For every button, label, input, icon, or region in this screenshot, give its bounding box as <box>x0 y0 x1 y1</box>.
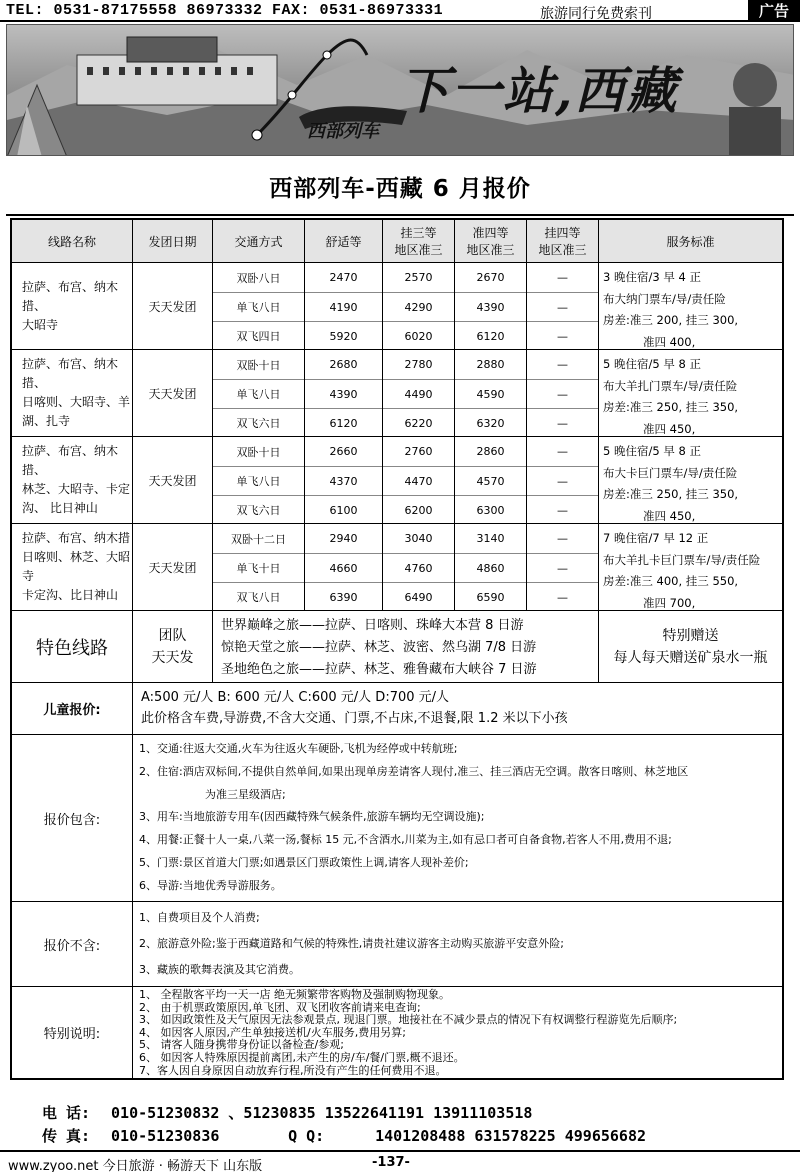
includes-item: 为准三星级酒店; <box>205 787 286 801</box>
qq-numbers: 1401208488 631578225 499656682 <box>375 1127 647 1145</box>
price-tier4b: — <box>557 445 568 458</box>
transport-option: 双卧八日 <box>236 271 281 285</box>
tier4b-col <box>526 524 598 610</box>
notes-row <box>12 986 782 1078</box>
service-line: 房差:准三 400, 挂三 550, <box>603 574 739 588</box>
tier4b-col <box>526 350 598 436</box>
route-name <box>12 437 132 523</box>
child-price-content <box>132 683 782 734</box>
transport-option: 单飞十日 <box>213 553 304 582</box>
departure-date: 天天发团 <box>132 524 212 610</box>
route-name-line: 日喀则、大昭寺、羊 <box>22 395 131 409</box>
tier4a-col <box>454 437 526 523</box>
tier3-col <box>382 263 454 349</box>
special-route-list <box>212 611 598 682</box>
comfort-col <box>304 524 382 610</box>
service-line: 布大羊扎门票车/导/责任险 <box>603 378 738 393</box>
transport-option: 双飞六日 <box>213 495 304 524</box>
price-tier3: 6490 <box>383 582 454 611</box>
special-route-item: 惊艳天堂之旅——拉萨、林芝、波密、然乌湖 7/8 日游 <box>221 640 537 655</box>
price-comfort: 2940 <box>329 532 358 545</box>
service-standard <box>598 263 782 349</box>
header-tier4b-line1: 挂四等 <box>544 226 581 240</box>
footer <box>0 1150 800 1172</box>
price-tier4b: — <box>527 466 598 495</box>
comfort-col <box>304 350 382 436</box>
header-index-title: 旅游同行免费索刊 <box>540 6 652 22</box>
price-tier4a: 6120 <box>455 321 526 350</box>
price-tier4b: — <box>527 321 598 350</box>
service-standard <box>598 524 782 610</box>
notes-label: 特别说明: <box>43 1027 101 1042</box>
service-line: 准四 400, <box>643 334 696 349</box>
service-standard <box>598 350 782 436</box>
child-price-row <box>12 682 782 734</box>
route-name <box>12 350 132 436</box>
transport-option: 双飞六日 <box>213 408 304 437</box>
header-tier3-line1: 挂三等 <box>400 226 437 240</box>
price-tier3: 3040 <box>404 532 433 545</box>
price-comfort: 4390 <box>305 379 382 408</box>
departure-date: 天天发团 <box>132 437 212 523</box>
service-line: 房差:准三 200, 挂三 300, <box>603 313 739 327</box>
header-tier4a <box>454 220 526 262</box>
price-comfort: 5920 <box>305 321 382 350</box>
tier3-col <box>382 437 454 523</box>
transport-option: 单飞八日 <box>213 292 304 321</box>
includes-list <box>132 735 782 901</box>
price-tier3: 4290 <box>383 292 454 321</box>
notes-item: 4、 如因客人原因,产生单独接送机/火车服务,费用另算; <box>139 1025 406 1039</box>
table-header-row <box>12 220 782 262</box>
excludes-list <box>132 902 782 986</box>
notes-item: 6、 如因客人特殊原因提前离团,未产生的房/车/餐/门票,概不退还。 <box>139 1050 465 1064</box>
includes-item: 5、门票:景区首道大门票;如遇景区门票政策性上调,请客人现补差价; <box>139 855 469 869</box>
service-line: 布大羊扎卡巨门票车/导/责任险 <box>603 552 761 567</box>
notes-item: 7、客人因自身原因自动放弃行程,所没有产生的任何费用不退。 <box>139 1063 447 1077</box>
price-tier4a: 3140 <box>476 532 505 545</box>
price-comfort: 4190 <box>305 292 382 321</box>
price-tier4b: — <box>527 495 598 524</box>
header-tier4a-line1: 准四等 <box>472 226 509 240</box>
tier4b-col <box>526 437 598 523</box>
comfort-col <box>304 263 382 349</box>
price-comfort: 2660 <box>329 445 358 458</box>
price-tier4b: — <box>557 271 568 284</box>
notes-item: 2、 由于机票政策原因,单飞团、双飞团收客前请来电查询; <box>139 1000 421 1014</box>
price-tier3: 2570 <box>404 271 433 284</box>
page-number: -137- <box>372 1155 410 1170</box>
banner-slogan: 下一站,西藏 <box>399 61 679 120</box>
header-transport: 交通方式 <box>212 220 304 262</box>
price-comfort: 2470 <box>329 271 358 284</box>
excludes-label: 报价不含: <box>43 938 101 954</box>
transport-option: 单飞八日 <box>213 379 304 408</box>
special-route-item: 世界巅峰之旅——拉萨、日喀则、珠峰大本营 8 日游 <box>221 618 524 633</box>
includes-label: 报价包含: <box>43 812 101 828</box>
service-line: 5 晚住宿/5 早 8 正 <box>603 357 701 371</box>
top-bar <box>0 0 800 22</box>
route-name-line: 卡定沟、比日神山 <box>22 588 119 602</box>
notes-list <box>132 987 782 1078</box>
service-line: 3 晚住宿/3 早 4 正 <box>603 270 701 284</box>
price-tier4a: 2860 <box>476 445 505 458</box>
transport-col <box>212 524 304 610</box>
ad-badge: 广告 <box>748 0 800 22</box>
excludes-row <box>12 901 782 986</box>
qq-label: Q Q: <box>288 1127 325 1145</box>
service-line: 准四 700, <box>643 595 696 610</box>
notes-item: 1、 全程散客平均一天一店 绝无频繁带客购物及强制购物现象。 <box>139 988 450 1001</box>
service-line: 准四 450, <box>643 508 696 523</box>
price-table <box>10 218 784 1080</box>
fax-line <box>42 1125 646 1148</box>
transport-option: 双卧十日 <box>236 358 281 372</box>
route-name-line: 拉萨、布宫、纳木措、 <box>22 444 119 477</box>
service-line: 房差:准三 250, 挂三 350, <box>603 487 739 501</box>
service-line: 5 晚住宿/5 早 8 正 <box>603 444 701 458</box>
special-routes-row <box>12 610 782 682</box>
comfort-col <box>304 437 382 523</box>
special-route-item: 圣地绝色之旅——拉萨、林芝、雅鲁藏布大峡谷 7 日游 <box>221 662 537 677</box>
departure-date: 天天发团 <box>132 263 212 349</box>
price-tier4b: — <box>527 553 598 582</box>
price-tier4a: 4570 <box>455 466 526 495</box>
route-name <box>12 263 132 349</box>
transport-option: 双飞四日 <box>213 321 304 350</box>
price-tier4a: 6320 <box>455 408 526 437</box>
notes-item: 3、 如因政策性及天气原因无法参观景点, 现退门票。地接社在不减少景点的情况下有权调整行程游览先后顺序; <box>139 1013 678 1027</box>
service-line: 布大卡巨门票车/导/责任险 <box>603 465 738 480</box>
price-comfort: 6100 <box>305 495 382 524</box>
route-name-line: 大昭寺 <box>22 317 59 332</box>
price-tier4b: — <box>557 358 568 371</box>
route-name-line: 湖、扎寺 <box>22 414 71 428</box>
price-tier4b: — <box>527 408 598 437</box>
child-price-note: 此价格含车费,导游费,不含大交通、门票,不占床,不退餐,限 1.2 米以下小孩 <box>141 711 568 726</box>
footer-website: www.zyoo.net 今日旅游 · 畅游天下 山东版 <box>8 1159 263 1172</box>
fax-number: 010-51230836 <box>111 1127 220 1145</box>
special-group-line: 天天发 <box>151 649 194 666</box>
transport-option: 双卧十日 <box>236 445 281 459</box>
special-gift <box>598 611 782 682</box>
table-row <box>12 349 782 436</box>
western-train-logo: 西部列车 <box>307 121 379 142</box>
special-group <box>132 611 212 682</box>
route-name <box>12 524 132 610</box>
price-tier4a: 6590 <box>455 582 526 611</box>
price-comfort: 6120 <box>305 408 382 437</box>
tier4b-col <box>526 263 598 349</box>
includes-item: 2、住宿:酒店双标间,不提供自然单间,如果出现单房差请客人现付,准三、挂三酒店无空调。散客日喀则、林芝地区 <box>139 764 689 778</box>
contact-block <box>42 1102 646 1148</box>
gift-detail: 每人每天赠送矿泉水一瓶 <box>613 649 768 666</box>
route-name-line: 沟、 比日神山 <box>22 501 98 515</box>
tier3-col <box>382 524 454 610</box>
phone-label: 电 话: <box>42 1104 91 1122</box>
excludes-item: 3、藏族的歌舞表演及其它消费。 <box>139 963 300 976</box>
service-line: 准四 450, <box>643 421 696 436</box>
header-service: 服务标准 <box>598 220 782 262</box>
price-tier3: 6220 <box>383 408 454 437</box>
banner <box>6 24 794 156</box>
price-tier3: 6020 <box>383 321 454 350</box>
service-line: 7 晚住宿/7 早 12 正 <box>603 531 709 545</box>
price-tier3: 2760 <box>404 445 433 458</box>
transport-option: 双飞八日 <box>213 582 304 611</box>
price-tier4b: — <box>557 532 568 545</box>
header-tier3-line2: 地区准三 <box>394 243 443 257</box>
price-comfort: 4370 <box>305 466 382 495</box>
price-tier3: 4470 <box>383 466 454 495</box>
child-price-values: A:500 元/人 B: 600 元/人 C:600 元/人 D:700 元/人 <box>141 690 450 705</box>
price-tier4a: 4390 <box>455 292 526 321</box>
includes-item: 3、用车:当地旅游专用车(因西藏特殊气候条件,旅游车辆均无空调设施); <box>139 810 485 824</box>
includes-item: 1、交通:往返大交通,火车为往返火车硬卧,飞机为经停或中转航班; <box>139 742 458 755</box>
header-comfort: 舒适等 <box>304 220 382 262</box>
price-tier4a: 4860 <box>455 553 526 582</box>
route-name-line: 林芝、大昭寺、卡定 <box>22 482 131 496</box>
price-tier4b: — <box>527 292 598 321</box>
departure-date: 天天发团 <box>132 350 212 436</box>
excludes-item: 1、自费项目及个人消费; <box>139 911 260 924</box>
price-tier3: 4760 <box>383 553 454 582</box>
transport-col <box>212 437 304 523</box>
header-tier4a-line2: 地区准三 <box>466 243 515 257</box>
service-line: 房差:准三 250, 挂三 350, <box>603 400 739 414</box>
special-routes-label: 特色线路 <box>36 637 108 659</box>
table-row <box>12 436 782 523</box>
tier4a-col <box>454 263 526 349</box>
transport-option: 单飞八日 <box>213 466 304 495</box>
header-tier4b-line2: 地区准三 <box>538 243 587 257</box>
header-tier4b <box>526 220 598 262</box>
excludes-item: 2、旅游意外险;鉴于西藏道路和气候的特殊性,请贵社建议游客主动购买旅游平安意外险; <box>139 937 564 950</box>
special-group-line: 团队 <box>158 627 187 644</box>
page-title: 西部列车-西藏 6 月报价 <box>269 176 531 202</box>
includes-item: 6、导游:当地优秀导游服务。 <box>139 878 282 892</box>
price-tier4a: 2880 <box>476 358 505 371</box>
price-tier4b: — <box>527 379 598 408</box>
header-phone-fax: TEL: 0531-87175558 86973332 FAX: 0531-86973331 <box>6 2 444 19</box>
price-tier4a: 2670 <box>476 271 505 284</box>
tier4a-col <box>454 350 526 436</box>
tier3-col <box>382 350 454 436</box>
service-line: 布大纳门票车/导/责任险 <box>603 291 726 306</box>
table-row <box>12 262 782 349</box>
tier4a-col <box>454 524 526 610</box>
route-name-line: 拉萨、布宫、纳木措、 <box>22 357 119 390</box>
price-tier3: 4490 <box>383 379 454 408</box>
transport-option: 双卧十二日 <box>231 532 286 546</box>
title-divider <box>6 214 794 216</box>
route-name-line: 拉萨、布宫、纳木措 <box>22 531 131 545</box>
header-tier3 <box>382 220 454 262</box>
price-tier3: 6200 <box>383 495 454 524</box>
price-tier4b: — <box>527 582 598 611</box>
phone-line <box>42 1102 646 1125</box>
price-tier4a: 4590 <box>455 379 526 408</box>
includes-row <box>12 734 782 901</box>
fax-label: 传 真: <box>42 1127 91 1145</box>
gift-title: 特别赠送 <box>662 627 719 644</box>
transport-col <box>212 350 304 436</box>
phone-numbers: 010-51230832 、51230835 13522641191 13911103518 <box>111 1104 533 1122</box>
header-route: 线路名称 <box>47 234 96 249</box>
table-row <box>12 523 782 610</box>
price-tier3: 2780 <box>404 358 433 371</box>
header-date: 发团日期 <box>132 220 212 262</box>
price-comfort: 4660 <box>305 553 382 582</box>
route-name-line: 拉萨、布宫、纳木措、 <box>22 279 119 313</box>
price-comfort: 2680 <box>329 358 358 371</box>
price-comfort: 6390 <box>305 582 382 611</box>
service-standard <box>598 437 782 523</box>
route-name-line: 日喀则、林芝、大昭寺 <box>22 550 131 583</box>
notes-item: 5、 请客人随身携带身份证以备检查/参观; <box>139 1038 344 1052</box>
transport-col <box>212 263 304 349</box>
child-price-label: 儿童报价: <box>43 703 101 718</box>
includes-item: 4、用餐:正餐十人一桌,八菜一汤,餐标 15 元,不含酒水,川菜为主,如有忌口者可自备食物,若客人不用,费用不退; <box>139 833 672 847</box>
price-tier4a: 6300 <box>455 495 526 524</box>
